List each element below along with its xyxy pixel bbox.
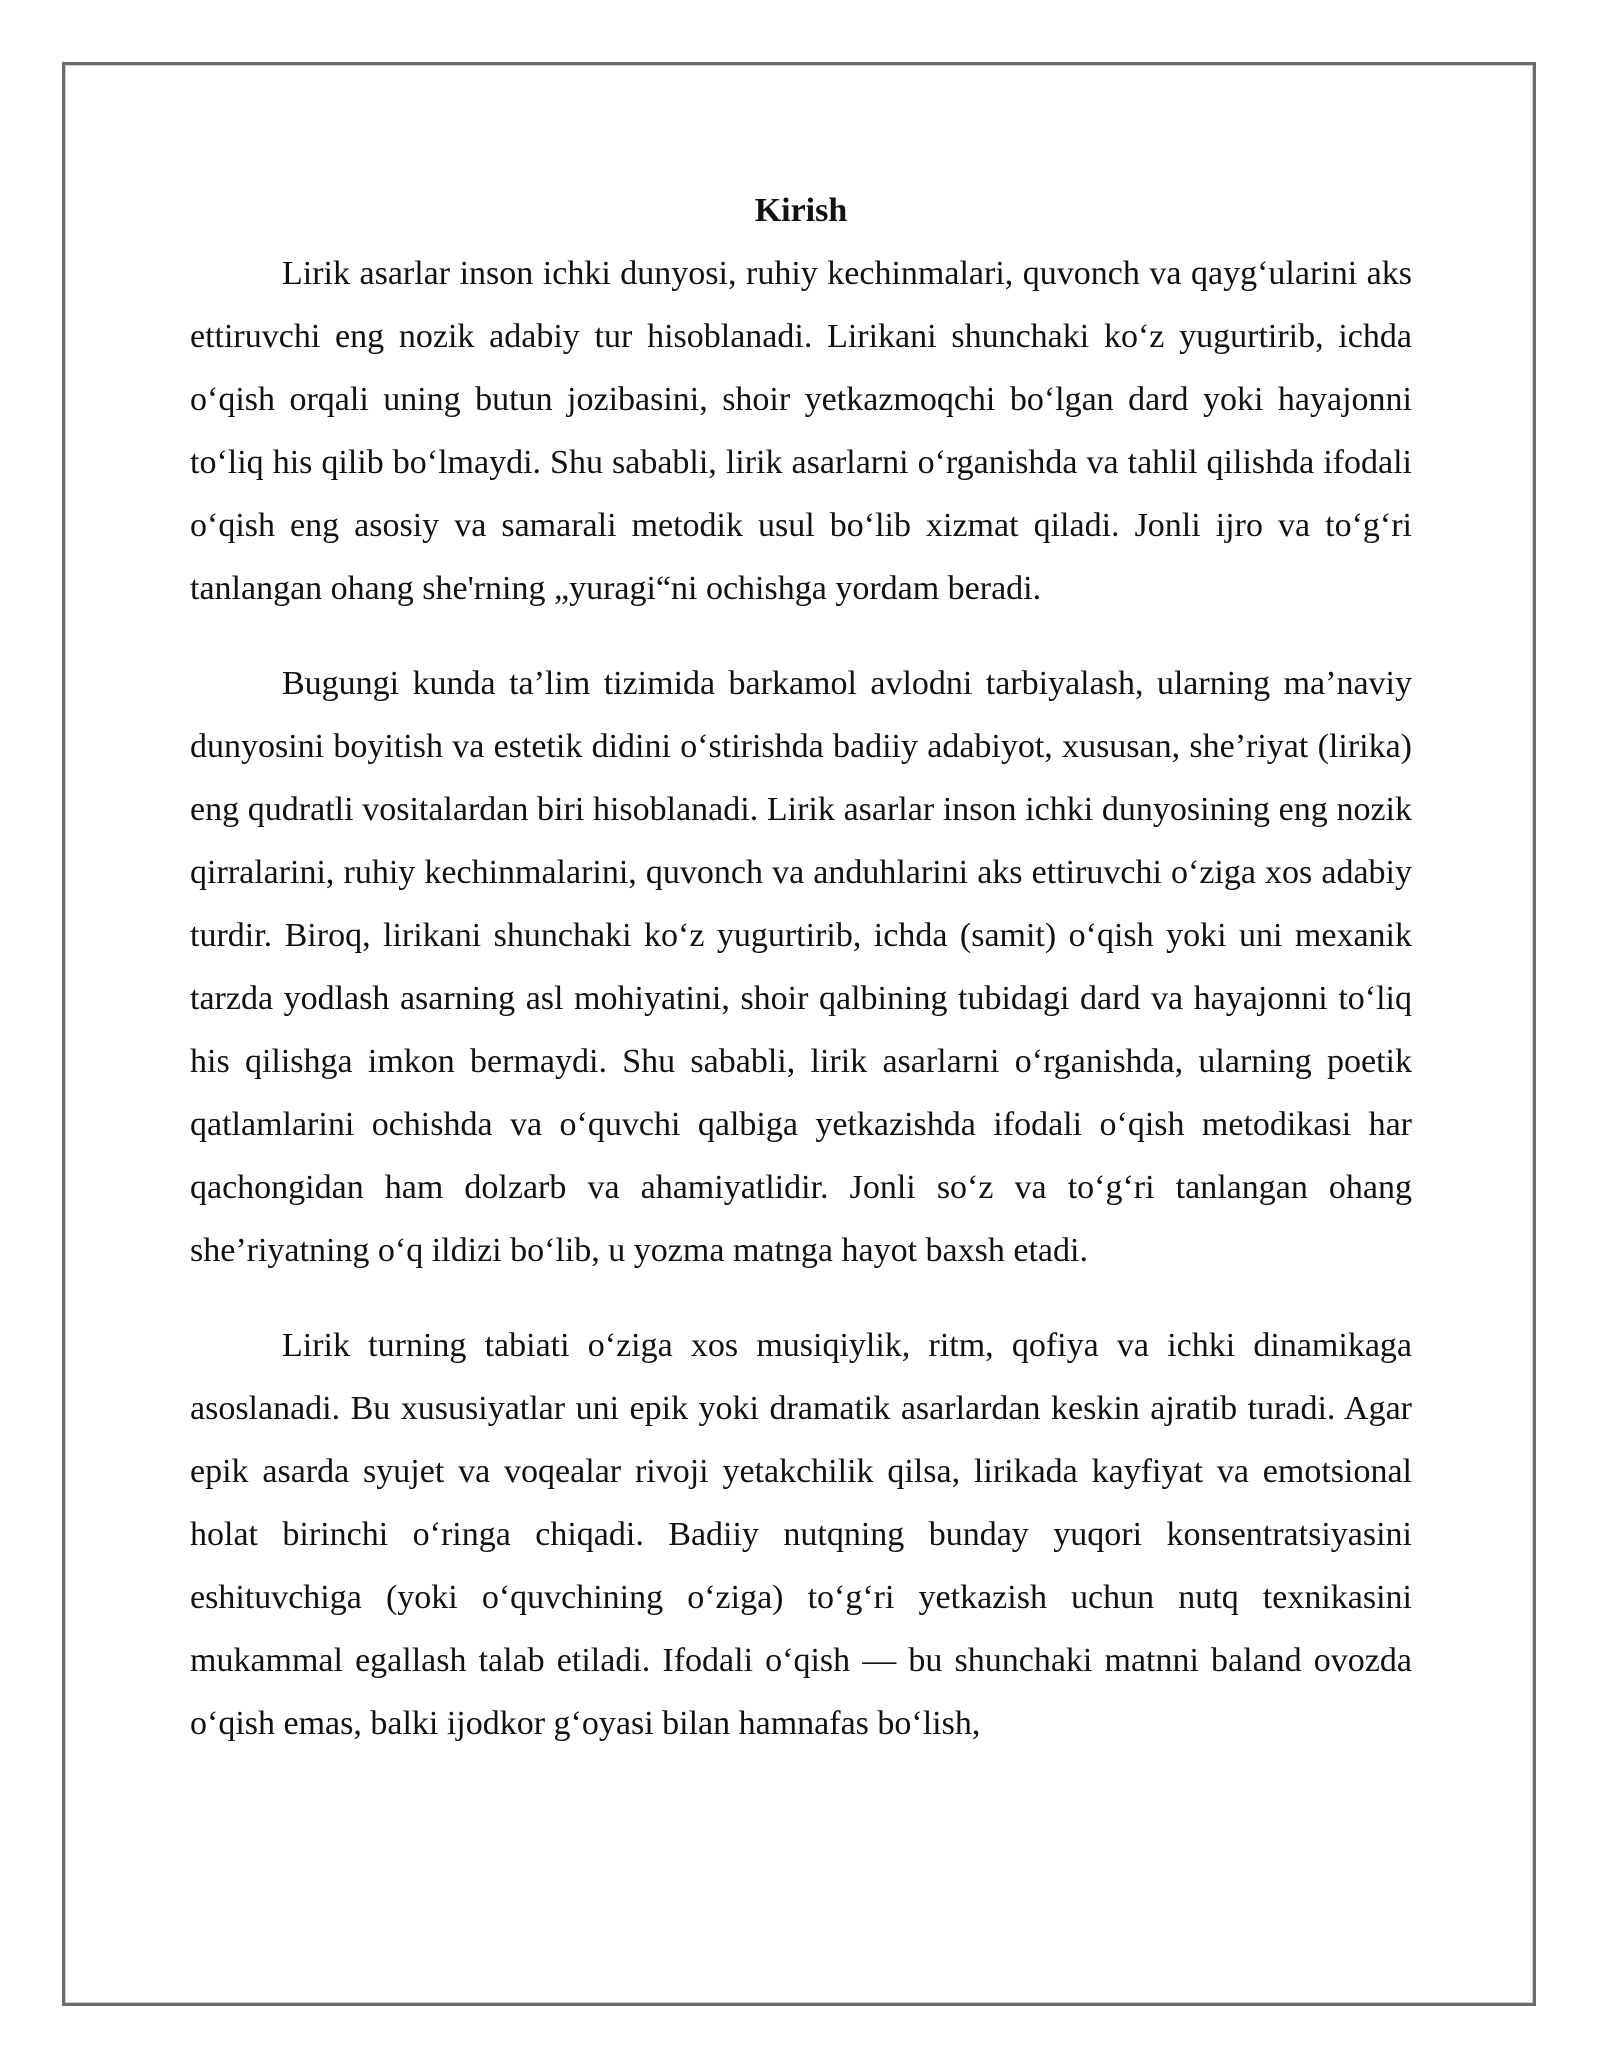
paragraph-1: Lirik asarlar inson ichki dunyosi, ruhiy kechinmalari, quvonch va qayg‘ularini aks ettiruvchi eng nozik adabiy tur hisoblanadi. Lirikani shunchaki ko‘z yugurtirib, ichda o‘qish orqali uning butun jozibasini, shoir yetkazmoqchi bo‘lgan dard yoki hayajonni to‘liq his qilib bo‘lmaydi. Shu sababli, lirik asarlarni o‘rganishda va tahlil qilishda ifodali o‘qish eng asosiy va samarali metodik usul bo‘lib xizmat qiladi. Jonli ijro va to‘g‘ri tanlangan ohang she'rning „yuragi“ni ochishga yordam beradi. [190,255,1412,607]
paragraph-3: Lirik turning tabiati o‘ziga xos musiqiylik, ritm, qofiya va ichki dinamikaga asoslanadi. Bu xususiyatlar uni epik yoki dramatik asarlardan keskin ajratib turadi. Agar epik asarda syujet va voqealar rivoji yetakchilik qilsa, lirikada kayfiyat va emotsional holat birinchi o‘ringa chiqadi. Badiiy nutqning bunday yuqori konsentratsiyasini eshituvchiga (yoki o‘quvchining o‘ziga) to‘g‘ri yetkazish uchun nutq texnikasini mukammal egallash talab etiladi. Ifodali o‘qish — bu shunchaki matnni baland ovozda o‘qish emas, balki ijodkor g‘oyasi bilan hamnafas bo‘lish, [190,1327,1412,1742]
document-title: Kirish [754,192,848,229]
paragraph-2: Bugungi kunda ta’lim tizimida barkamol avlodni tarbiyalash, ularning ma’naviy dunyosini boyitish va estetik didini o‘stirishda badiiy adabiyot, xususan, she’riyat (lirika) eng qudratli vositalardan biri hisoblanadi. Lirik asarlar inson ichki dunyosining eng nozik qirralarini, ruhiy kechinmalarini, quvonch va anduhlarini aks ettiruvchi o‘ziga xos adabiy turdir. Biroq, lirikani shunchaki ko‘z yugurtirib, ichda (samit) o‘qish yoki uni mexanik tarzda yodlash asarning asl mohiyatini, shoir qalbining tubidagi dard va hayajonni to‘liq his qilishga imkon bermaydi. Shu sababli, lirik asarlarni o‘rganishda, ularning poetik qatlamlarini ochishda va o‘quvchi qalbiga yetkazishda ifodali o‘qish metodikasi har qachongidan ham dolzarb va ahamiyatlidir. Jonli so‘z va to‘g‘ri tanlangan ohang she’riyatning o‘q ildizi bo‘lib, u yozma matnga hayot baxsh etadi. [190,665,1412,1269]
document-body [190,186,1412,1787]
